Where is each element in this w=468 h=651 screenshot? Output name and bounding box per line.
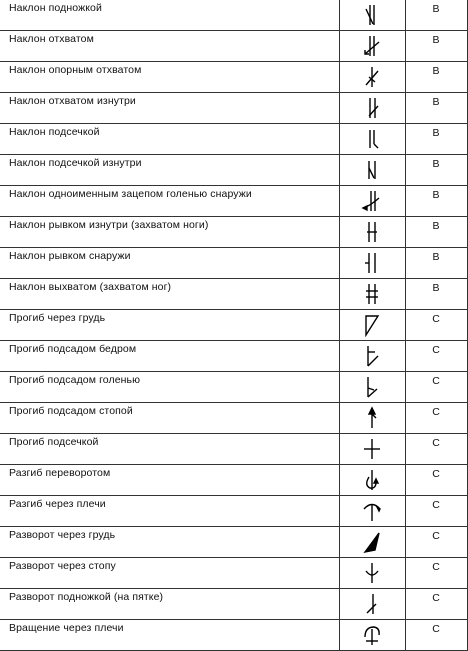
table-row xyxy=(0,558,467,589)
table-row xyxy=(0,62,467,93)
technique-group: C xyxy=(405,589,467,620)
technique-symbol-cell xyxy=(339,465,405,496)
technique-symbol-cell xyxy=(339,62,405,93)
naklon-zatsepom-golenyu-icon xyxy=(360,189,384,213)
progib-podsechkoi-icon xyxy=(360,437,384,461)
technique-group: C xyxy=(405,372,467,403)
technique-symbol-cell xyxy=(339,310,405,341)
technique-group: B xyxy=(405,186,467,217)
technique-symbol-cell xyxy=(339,527,405,558)
technique-symbol-cell xyxy=(339,589,405,620)
technique-symbol-cell xyxy=(339,93,405,124)
technique-symbol-cell xyxy=(339,279,405,310)
technique-name: Наклон подсечкой изнутри xyxy=(0,155,339,186)
technique-name: Наклон одноименным зацепом голенью снаружи xyxy=(0,186,339,217)
technique-symbol-cell xyxy=(339,403,405,434)
naklon-otkhvatom-iznutri-icon xyxy=(360,96,384,120)
progib-podsadom-golenyu-icon xyxy=(360,375,384,399)
table-row xyxy=(0,341,467,372)
naklon-ryvkom-iznutri-icon xyxy=(360,220,384,244)
table-row xyxy=(0,620,467,651)
table-row xyxy=(0,31,467,62)
naklon-vykhvatom-icon xyxy=(360,282,384,306)
naklon-podsechkoi-iznutri-icon xyxy=(360,158,384,182)
table-row xyxy=(0,496,467,527)
technique-group: C xyxy=(405,496,467,527)
technique-name: Наклон подсечкой xyxy=(0,124,339,155)
vrashchenie-cherez-plechi-icon xyxy=(360,623,384,647)
table-row xyxy=(0,124,467,155)
table-row xyxy=(0,0,467,31)
technique-group: B xyxy=(405,217,467,248)
table-row xyxy=(0,589,467,620)
technique-group: B xyxy=(405,155,467,186)
technique-name: Наклон рывком снаружи xyxy=(0,248,339,279)
technique-symbol-cell xyxy=(339,434,405,465)
technique-symbol-cell xyxy=(339,620,405,651)
technique-group: B xyxy=(405,31,467,62)
technique-name: Вращение через плечи xyxy=(0,620,339,651)
technique-group: B xyxy=(405,0,467,31)
naklon-ryvkom-snaruzhi-icon xyxy=(360,251,384,275)
technique-symbol-cell xyxy=(339,0,405,31)
technique-symbol-cell xyxy=(339,217,405,248)
razvorot-podnozhkoi-icon xyxy=(360,592,384,616)
progib-podsadom-stopoi-icon xyxy=(360,406,384,430)
technique-group: C xyxy=(405,558,467,589)
technique-group: B xyxy=(405,62,467,93)
table-row xyxy=(0,403,467,434)
table-row xyxy=(0,372,467,403)
table-row xyxy=(0,434,467,465)
technique-name: Прогиб через грудь xyxy=(0,310,339,341)
technique-symbol-cell xyxy=(339,186,405,217)
technique-name: Наклон выхватом (захватом ног) xyxy=(0,279,339,310)
technique-group: C xyxy=(405,527,467,558)
technique-name: Наклон отхватом изнутри xyxy=(0,93,339,124)
technique-name: Разгиб через плечи xyxy=(0,496,339,527)
technique-name: Наклон рывком изнутри (захватом ноги) xyxy=(0,217,339,248)
progib-cherez-grud-icon xyxy=(360,313,384,337)
technique-group: C xyxy=(405,310,467,341)
technique-group: B xyxy=(405,124,467,155)
technique-group: C xyxy=(405,341,467,372)
razvorot-cherez-stopu-icon xyxy=(360,561,384,585)
technique-group: B xyxy=(405,279,467,310)
technique-name: Разворот подножкой (на пятке) xyxy=(0,589,339,620)
razgib-perevorotom-icon xyxy=(360,468,384,492)
technique-name: Прогиб подсадом стопой xyxy=(0,403,339,434)
naklon-opornym-otkhvatom-icon xyxy=(360,65,384,89)
razvorot-cherez-grud-icon xyxy=(360,530,384,554)
table-row xyxy=(0,93,467,124)
technique-group: B xyxy=(405,248,467,279)
naklon-podnozhkoi-icon xyxy=(360,3,384,27)
technique-group: C xyxy=(405,434,467,465)
technique-name: Прогиб подсадом бедром xyxy=(0,341,339,372)
table-row xyxy=(0,155,467,186)
technique-symbol-cell xyxy=(339,31,405,62)
naklon-podsechkoi-icon xyxy=(360,127,384,151)
table-row xyxy=(0,217,467,248)
technique-name: Разворот через стопу xyxy=(0,558,339,589)
razgib-cherez-plechi-icon xyxy=(360,499,384,523)
technique-name: Прогиб подсечкой xyxy=(0,434,339,465)
technique-name: Наклон подножкой xyxy=(0,0,339,31)
technique-group: C xyxy=(405,620,467,651)
technique-name: Наклон отхватом xyxy=(0,31,339,62)
technique-group: C xyxy=(405,403,467,434)
table-row xyxy=(0,310,467,341)
table-row xyxy=(0,248,467,279)
naklon-otkhvatom-icon xyxy=(360,34,384,58)
technique-group: B xyxy=(405,93,467,124)
table-row xyxy=(0,465,467,496)
technique-symbol-cell xyxy=(339,496,405,527)
technique-group: C xyxy=(405,465,467,496)
technique-symbol-cell xyxy=(339,124,405,155)
technique-symbol-cell xyxy=(339,155,405,186)
technique-name: Наклон опорным отхватом xyxy=(0,62,339,93)
technique-symbol-cell xyxy=(339,341,405,372)
technique-name: Разворот через грудь xyxy=(0,527,339,558)
table-row xyxy=(0,279,467,310)
technique-symbol-cell xyxy=(339,248,405,279)
technique-symbol-cell xyxy=(339,372,405,403)
technique-name: Прогиб подсадом голенью xyxy=(0,372,339,403)
progib-podsadom-bedrom-icon xyxy=(360,344,384,368)
table-row xyxy=(0,527,467,558)
table-row xyxy=(0,186,467,217)
technique-symbol-cell xyxy=(339,558,405,589)
technique-name: Разгиб переворотом xyxy=(0,465,339,496)
